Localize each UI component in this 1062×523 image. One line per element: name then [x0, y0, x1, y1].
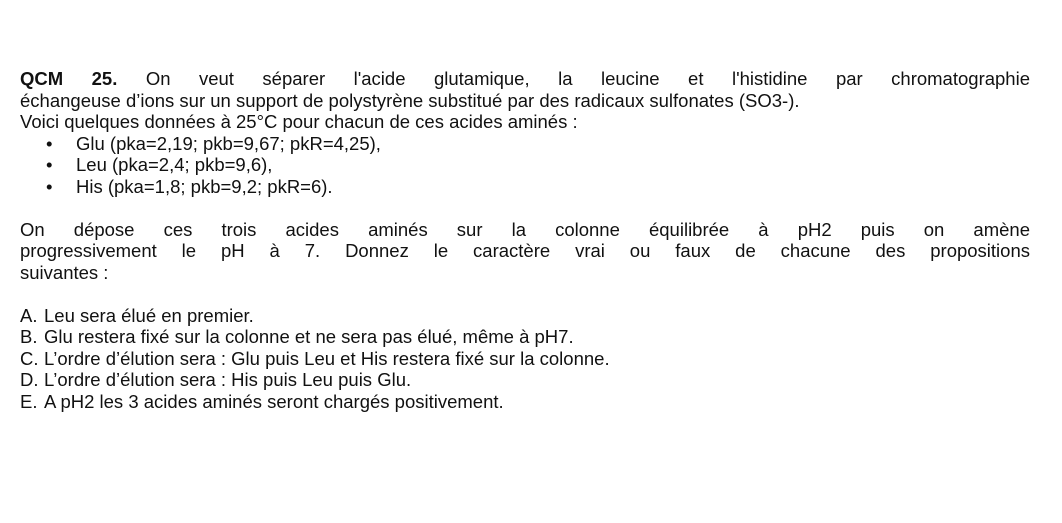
paragraph-spacer: [20, 197, 1030, 219]
amino-acid-text: His (pka=1,8; pkb=9,2; pkR=6).: [76, 175, 333, 197]
question-text: [20, 219, 1030, 284]
bullet-icon: •: [46, 175, 53, 197]
option-e: [20, 391, 1030, 413]
amino-acid-leu: [46, 154, 1030, 176]
qcm-number: QCM 25.: [20, 68, 118, 89]
amino-acid-his: [46, 176, 1030, 198]
answer-options: [20, 305, 1030, 413]
option-c: [20, 348, 1030, 370]
amino-acid-glu: [46, 133, 1030, 155]
intro-text-1: On veut séparer l'acide glutamique, la leucine et l'histidine par chromatographie: [117, 68, 1030, 89]
option-d: [20, 369, 1030, 391]
question-line-2: progressivement le pH à 7. Donnez le caractère vrai ou faux de chacune des propositions: [20, 240, 1030, 261]
qcm-intro: [20, 68, 1030, 133]
option-text: L’ordre d’élution sera : His puis Leu puis Glu.: [44, 369, 412, 390]
question-line-3: suivantes :: [20, 261, 109, 283]
option-b: [20, 326, 1030, 348]
bullet-icon: •: [46, 132, 53, 154]
option-text: Glu restera fixé sur la colonne et ne sera pas élué, même à pH7.: [44, 326, 574, 347]
amino-acid-list: [20, 133, 1030, 198]
option-text: A pH2 les 3 acides aminés seront chargés positivement.: [44, 390, 504, 412]
option-letter: B.: [20, 326, 38, 347]
qcm-document: [20, 68, 1030, 412]
intro-line-2: échangeuse d’ions sur un support de polystyrène substitué par des radicaux sulfonates (SO3-).: [20, 89, 800, 111]
intro-line-1: [20, 68, 1030, 90]
question-line-1: On dépose ces trois acides aminés sur la colonne équilibrée à pH2 puis on amène: [20, 218, 1030, 240]
paragraph-spacer: [20, 283, 1030, 305]
option-letter: C.: [20, 347, 39, 369]
amino-acid-text: Glu (pka=2,19; pkb=9,67; pkR=4,25),: [76, 132, 381, 154]
option-text: L’ordre d’élution sera : Glu puis Leu et His restera fixé sur la colonne.: [44, 347, 610, 369]
option-text: Leu sera élué en premier.: [44, 304, 254, 326]
intro-line-3: Voici quelques données à 25°C pour chacun de ces acides aminés :: [20, 111, 578, 132]
option-letter: D.: [20, 369, 39, 390]
amino-acid-text: Leu (pka=2,4; pkb=9,6),: [76, 154, 273, 175]
option-a: [20, 305, 1030, 327]
option-letter: E.: [20, 390, 38, 412]
option-letter: A.: [20, 304, 38, 326]
bullet-icon: •: [46, 154, 53, 175]
